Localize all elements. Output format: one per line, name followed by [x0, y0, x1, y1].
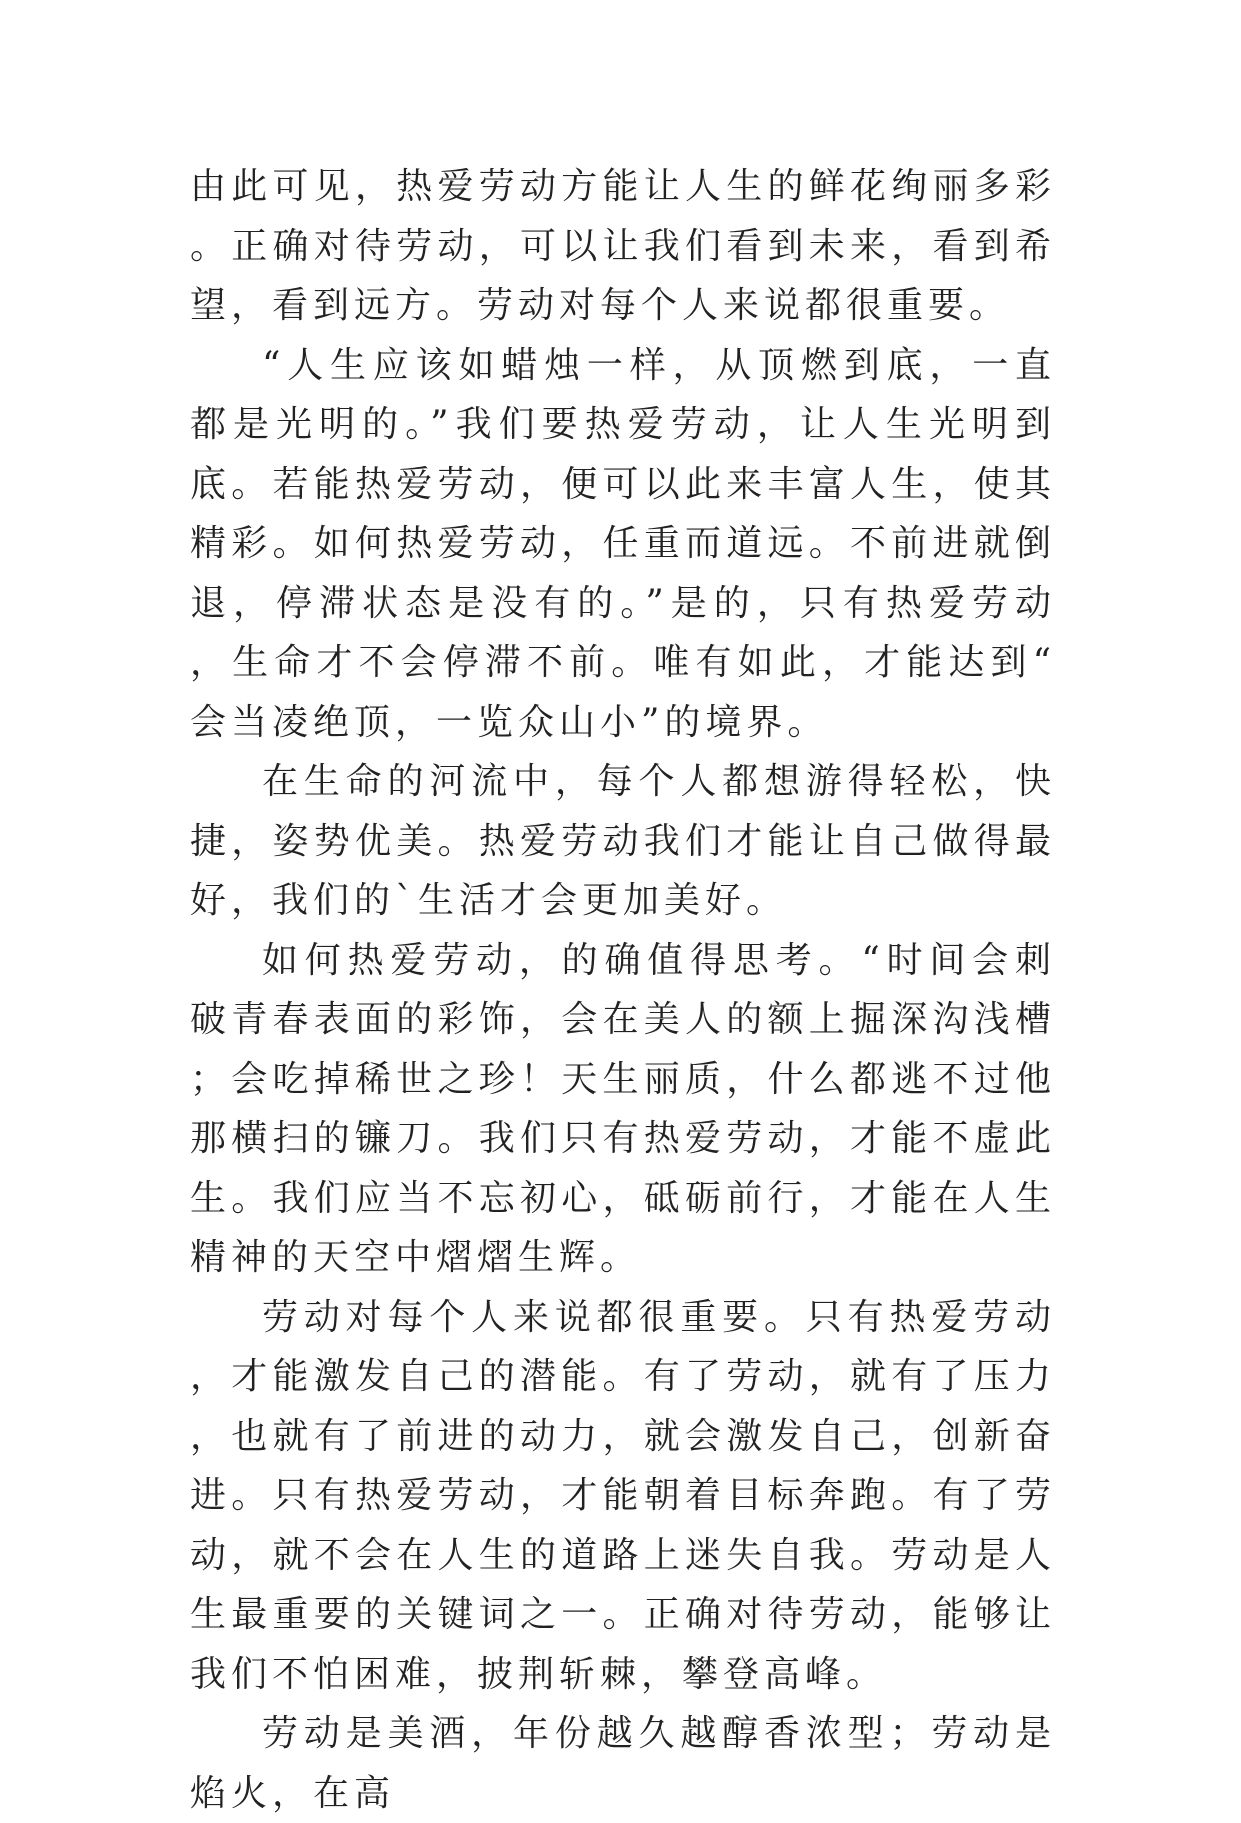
paragraph-6: 劳动是美酒，年份越久越醇香浓型；劳动是焰火，在高	[190, 1713, 1056, 1814]
paragraph-5: 劳动对每个人来说都很重要。只有热爱劳动，才能激发自己的潜能。有了劳动，就有了压力，也就有了前进的动力，就会激发自己，创新奋进。只有热爱劳动，才能朝着目标奔跑。有了劳动，就不会在人生的道路上迷失自我。劳动是人生最重要的关键词之一。正确对待劳动，能够让我们不怕困难，披荆斩棘，攀登高峰。	[190, 1296, 1056, 1695]
paragraph-2: “人生应该如蜡烛一样，从顶燃到底，一直都是光明的。”我们要热爱劳动，让人生光明到底。若能热爱劳动，便可以此来丰富人生，使其精彩。如何热爱劳动，任重而道远。不前进就倒退，停滞状态是没有的。”是的，只有热爱劳动，生命才不会停滞不前。唯有如此，才能达到“会当凌绝顶，一览众山小”的境界。	[190, 344, 1056, 743]
paragraph-4: 如何热爱劳动，的确值得思考。“时间会刺破青春表面的彩饰，会在美人的额上掘深沟浅槽；会吃掉稀世之珍！天生丽质，什么都逃不过他那横扫的镰刀。我们只有热爱劳动，才能不虚此生。我们应当不忘初心，砥砺前行，才能在人生精神的天空中熠熠生辉。	[190, 939, 1056, 1278]
paragraph-3: 在生命的河流中，每个人都想游得轻松，快捷，姿势优美。热爱劳动我们才能让自己做得最好，我们的`生活才会更加美好。	[190, 761, 1056, 921]
paragraph-1: 由此可见，热爱劳动方能让人生的鲜花绚丽多彩。正确对待劳动，可以让我们看到未来，看到希望，看到远方。劳动对每个人来说都很重要。	[190, 166, 1056, 326]
document-body	[190, 157, 1056, 1823]
